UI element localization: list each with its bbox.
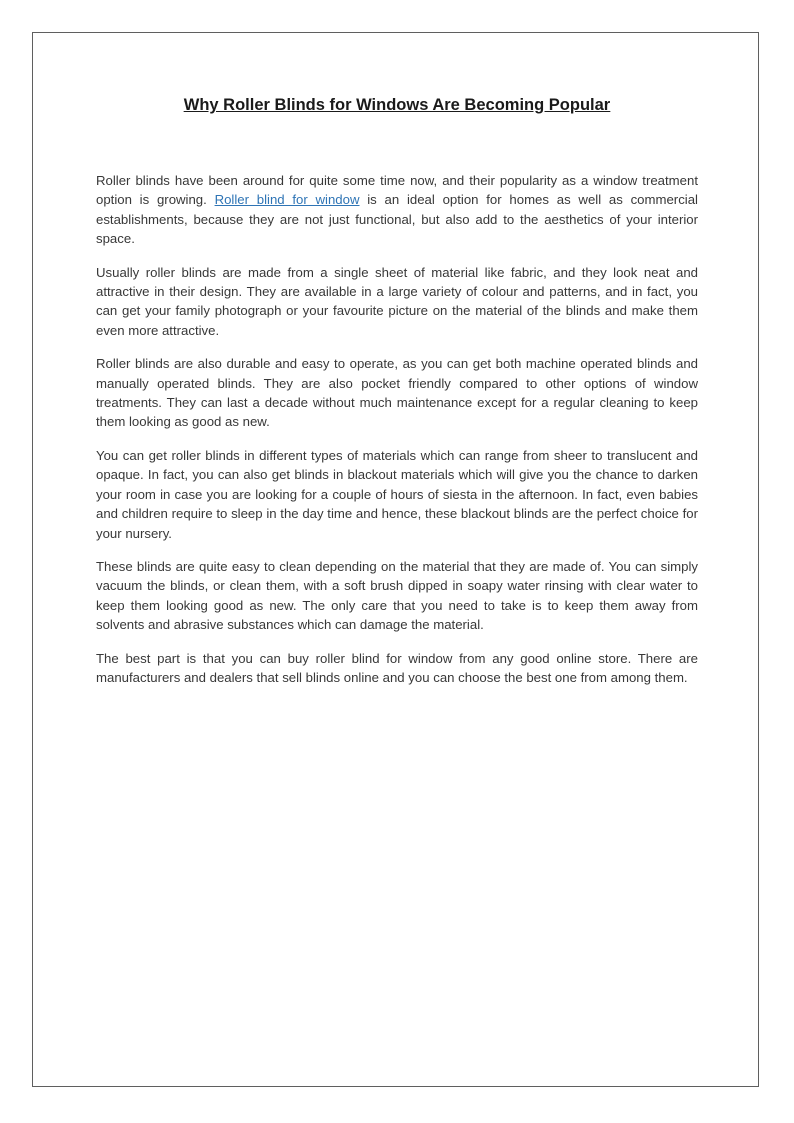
paragraph-intro-before: Roller blinds have been around for quite some time now, and their popularity as a window treatment option is growing. <box>96 173 698 208</box>
document-content <box>96 96 698 687</box>
roller-blind-for-window-link[interactable]: Roller blind for window <box>214 192 360 208</box>
document-title <box>96 96 698 115</box>
paragraph-intro <box>96 171 698 249</box>
paragraph: You can get roller blinds in different types of materials which can range from sheer to translucent and opaque. In fact, you can also get blinds in blackout materials which will give you the chance to darken your room in case you are looking for a couple of hours of siesta in the afternoon. In fact, even babies and children require to sleep in the day time and hence, these blackout blinds are the perfect choice for your nursery. <box>96 447 698 541</box>
paragraph: The best part is that you can buy roller blind for window from any good online store. There are manufacturers and dealers that sell blinds online and you can choose the best one from among them. <box>96 650 698 685</box>
document-title-text: Why Roller Blinds for Windows Are Becoming Popular <box>183 96 611 114</box>
paragraph: Roller blinds are also durable and easy to operate, as you can get both machine operated blinds and manually operated blinds. They are also pocket friendly compared to other options of window treatments. They can last a decade without much maintenance except for a regular cleaning to keep them looking as good as new. <box>96 356 698 430</box>
paragraph: These blinds are quite easy to clean depending on the material that they are made of. You can simply vacuum the blinds, or clean them, with a soft brush dipped in soapy water rinsing with clear water to keep them looking good as new. The only care that you need to take is to keep them away from solvents and abrasive substances which can damage the material. <box>96 558 698 633</box>
paragraph-intro-after: is an ideal option for homes as well as commercial establishments, because they are not just functional, but also add to the aesthetics of your interior space. <box>96 192 698 247</box>
paragraph: Usually roller blinds are made from a single sheet of material like fabric, and they look neat and attractive in their design. They are available in a large variety of colour and patterns, and in fact, you can get your family photograph or your favourite picture on the material of the blinds and make them even more attractive. <box>96 264 698 338</box>
